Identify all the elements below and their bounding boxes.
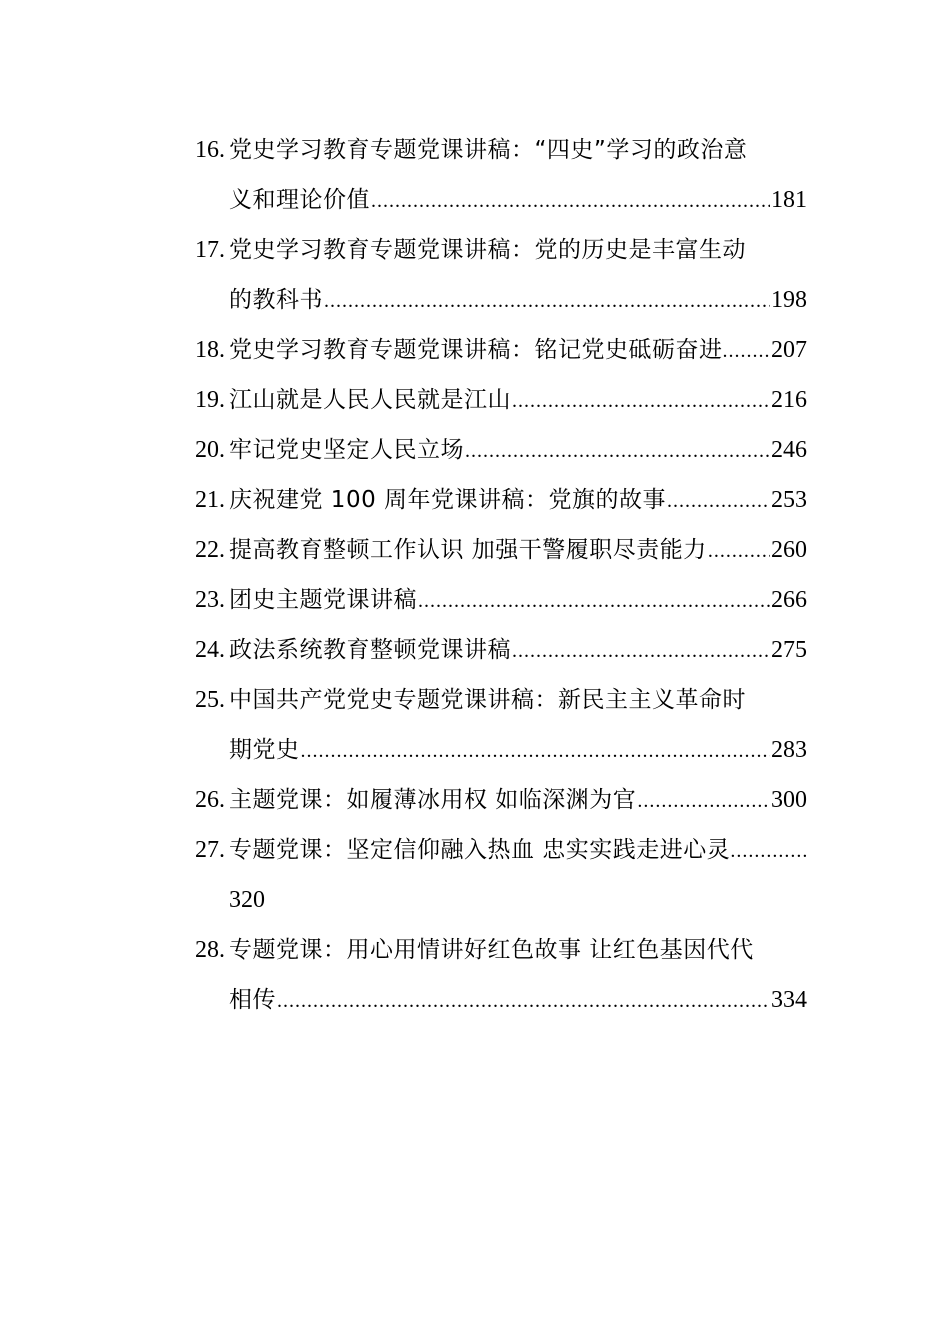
- entry-title: 江山就是人民人民就是江山: [229, 387, 511, 413]
- entry-number: 19.: [195, 387, 225, 413]
- entry-title: 专题党课：坚定信仰融入热血 忠实实践走进心灵: [229, 837, 731, 863]
- toc-entry-19[interactable]: [195, 375, 807, 425]
- toc-entry-22[interactable]: [195, 525, 807, 575]
- page-number: 320: [229, 887, 265, 913]
- dot-leader: [301, 726, 771, 776]
- dot-leader: [277, 976, 770, 1026]
- toc-entry-16[interactable]: [195, 125, 807, 225]
- entry-title: 庆祝建党 100 周年党课讲稿：党旗的故事: [229, 487, 667, 513]
- entry-title: 党史学习教育专题党课讲稿：铭记党史砥砺奋进: [229, 337, 723, 363]
- entry-title: 提高教育整顿工作认识 加强干警履职尽责能力: [229, 537, 707, 563]
- entry-number: 24.: [195, 637, 225, 663]
- dot-leader: [418, 576, 770, 626]
- page-number: 283: [771, 737, 807, 763]
- page-number: 334: [771, 987, 807, 1013]
- dot-leader: [324, 276, 770, 326]
- entry-title: 党史学习教育专题党课讲稿：党的历史是丰富生动: [229, 237, 746, 263]
- page-number: 181: [771, 187, 807, 213]
- toc-entry-25[interactable]: [195, 675, 807, 775]
- page-number: 260: [771, 537, 807, 563]
- toc-entry-26[interactable]: [195, 775, 807, 825]
- dot-leader: [371, 176, 770, 226]
- toc-entry-28[interactable]: [195, 925, 807, 1025]
- entry-title-continued: 期党史: [229, 737, 300, 763]
- dot-leader: [667, 476, 770, 526]
- entry-title-continued: 的教科书: [229, 287, 323, 313]
- entry-number: 23.: [195, 587, 225, 613]
- entry-title: 政法系统教育整顿党课讲稿: [229, 637, 511, 663]
- page-number: 275: [771, 637, 807, 663]
- entry-title: 牢记党史坚定人民立场: [229, 437, 464, 463]
- entry-title: 中国共产党党史专题党课讲稿：新民主主义革命时: [229, 687, 746, 713]
- dot-leader: [723, 326, 772, 376]
- entry-title: 党史学习教育专题党课讲稿：“四史”学习的政治意: [229, 137, 748, 163]
- toc-entry-24[interactable]: [195, 625, 807, 675]
- entry-title: 专题党课：用心用情讲好红色故事 让红色基因代代: [229, 937, 754, 963]
- page-number: 253: [771, 487, 807, 513]
- page-number: 300: [771, 787, 807, 813]
- entry-number: 17.: [195, 237, 225, 263]
- toc-entry-20[interactable]: [195, 425, 807, 475]
- entry-title: 主题党课：如履薄冰用权 如临深渊为官: [229, 787, 637, 813]
- entry-number: 26.: [195, 787, 225, 813]
- page-number: 198: [771, 287, 807, 313]
- entry-number: 27.: [195, 837, 225, 863]
- entry-number: 16.: [195, 137, 225, 163]
- table-of-contents: [195, 125, 807, 1025]
- entry-title: 团史主题党课讲稿: [229, 587, 417, 613]
- page-number: 216: [771, 387, 807, 413]
- page-number: 246: [771, 437, 807, 463]
- entry-title-continued: 义和理论价值: [229, 187, 370, 213]
- entry-number: 28.: [195, 937, 225, 963]
- page-number: 207: [771, 337, 807, 363]
- dot-leader: [708, 526, 770, 576]
- toc-entry-27[interactable]: [195, 825, 807, 925]
- entry-number: 18.: [195, 337, 225, 363]
- page-number: 266: [771, 587, 807, 613]
- dot-leader: [730, 826, 807, 876]
- toc-entry-17[interactable]: [195, 225, 807, 325]
- entry-number: 20.: [195, 437, 225, 463]
- entry-number: 21.: [195, 487, 225, 513]
- toc-entry-18[interactable]: [195, 325, 807, 375]
- entry-title-continued: 相传: [229, 987, 276, 1013]
- toc-entry-21[interactable]: [195, 475, 807, 525]
- entry-number: 22.: [195, 537, 225, 563]
- toc-entry-23[interactable]: [195, 575, 807, 625]
- entry-number: 25.: [195, 687, 225, 713]
- dot-leader: [465, 426, 770, 476]
- dot-leader: [637, 776, 770, 826]
- dot-leader: [512, 376, 770, 426]
- dot-leader: [512, 626, 770, 676]
